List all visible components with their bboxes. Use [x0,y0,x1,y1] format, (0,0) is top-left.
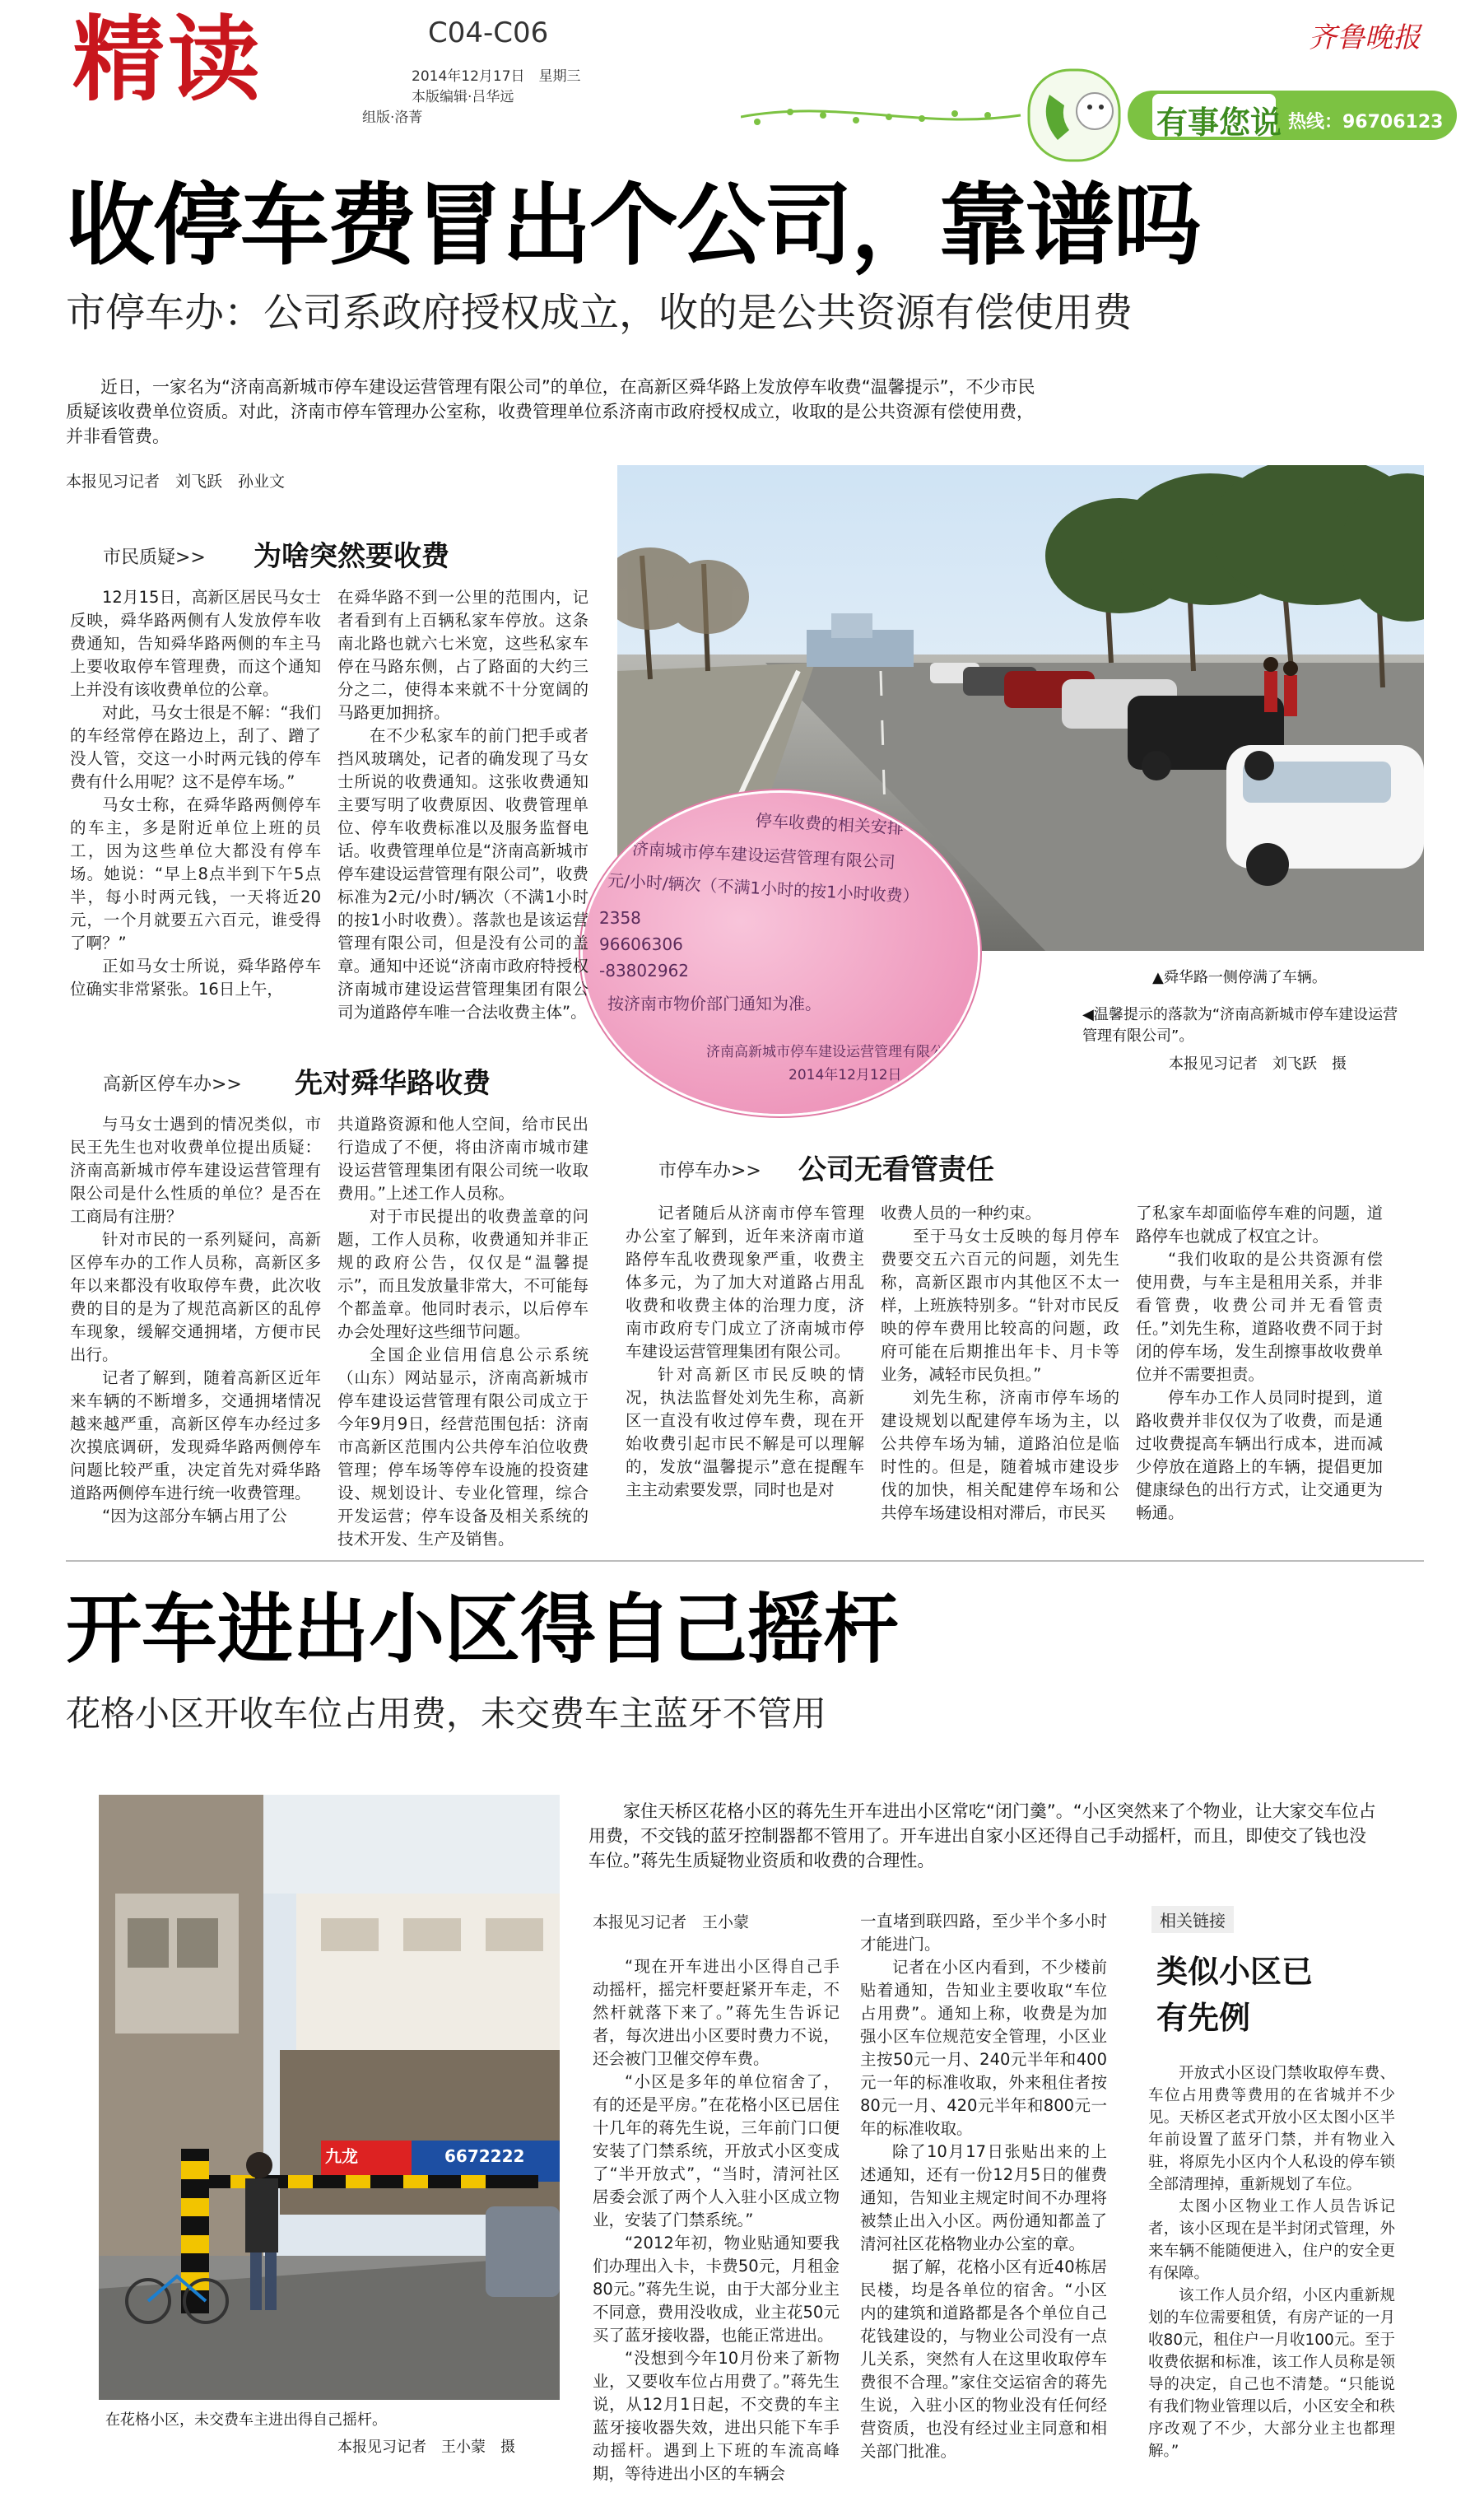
paragraph: 除了10月17日张贴出来的上述通知，还有一份12月5日的催费通知，告知业主规定时间不办理将被禁止出入小区。两份通知都盖了清河社区花格物业办公室的章。 [860,2142,1107,2253]
article2-caption-credit: 本报见习记者 王小蒙 摄 [337,2439,515,2456]
section1-title: 为啥突然要收费 [254,540,449,573]
notice-line: 济南城市停车建设运营管理有限公司 [631,838,896,873]
notice-line: 2358 [599,908,641,928]
notice-line: 2014年12月12日 [789,1067,902,1083]
section3-label: 市停车办>> [658,1161,761,1181]
notice-line: -83802962 [599,961,690,981]
section2-col2 [337,1113,588,1551]
paragraph: “因为这部分车辆占用了公 [102,1507,287,1526]
paragraph: 记者随后从济南市停车管理办公室了解到，近年来济南市道路停车乱收费现象严重，收费主体多元，为了加大对道路占用乱收费和收费主体的治理力度，济南市政府专门成立了济南城市停车建设运营管理集团有限公司。 [626,1204,864,1361]
page-range: C04-C06 [428,16,549,49]
newspaper-logo: 齐鲁晚报 [1309,21,1421,54]
paragraph: 全国企业信用信息公示系统（山东）网站显示，济南高新城市停车建设运营管理有限公司成立于今年9月9日，经营范围包括：济南市高新区范围内公共停车泊位收费管理；停车场等停车设施的投资建设、规划设计、专业化管理，综合开发运营；停车设备及相关系统的技术开发、生产及销售。 [337,1345,588,1549]
article2-col1 [593,1955,840,2485]
paragraph: 在不少私家车的前门把手或者挡风玻璃处，记者的确发现了马女士所说的收费通知。这张收费通知主要写明了收费原因、收费管理单位、停车收费标准以及服务监督电话。收费管理单位是“济南高新城市停车建设运营管理有限公司”，收费标准为2元/小时/辆次（不满1小时的按1小时收费）。落款也是该运营管理有限公司，但是没有公司的盖章。通知中还说“济南市政府特授权济南城市建设运营管理集团有限公司为道路停车唯一合法收费主体”。 [337,726,588,1022]
paragraph: 太图小区物业工作人员告诉记者，该小区现在是半封闭式管理，外来车辆不能随便进入，住户的安全更有保障。 [1148,2198,1395,2282]
paragraph: 对此，马女士很是不解：“我们的车经常停在路边上，刮了、蹭了没人管，交这一小时两元钱的停车费有什么用呢？这不是停车场。” [70,703,321,791]
paragraph: 该工作人员介绍，小区内重新规划的车位需要租赁，有房产证的一月收80元，租住户一月收100元。至于收费依据和标准，该工作人员称是领导的决定，自己也不清楚。“只能说有我们物业管理以后，小区安全和秩序改观了不少，大部分业主也都理解。” [1148,2287,1395,2460]
paragraph: “我们收取的是公共资源有偿使用费，与车主是租用关系，并非看管费，收费公司并无看管责任。”刘先生称，道路收费不同于封闭的停车场，发生刮擦事故收费单位并不需要担责。 [1136,1250,1383,1384]
section-title: 精读 [72,6,263,114]
paragraph: 对于市民提出的收费盖章的问题，工作人员称，收费通知并非正规的政府公告，仅仅是“温馨提示”，而且发放量非常大，不可能每个都盖章。他同时表示，以后停车办会处理好这些细节问题。 [337,1207,588,1341]
related-label: 相关链接 [1151,1906,1234,1933]
paragraph: 在舜华路不到一公里的范围内，记者看到有上百辆私家车停放。这条南北路也就六七米宽，这些私家车停在马路东侧，占了路面的大约三分之二，使得本来就不十分宽阔的马路更加拥挤。 [337,588,588,722]
paragraph: 一直堵到联四路，至少半个多小时才能进门。 [860,1912,1107,1954]
masthead [0,0,1484,165]
notice-line: 元/小时/辆次（不满1小时的按1小时收费） [607,870,920,906]
article2-subhead: 花格小区开收车位占用费，未交费车主蓝牙不管用 [66,1693,827,1734]
article1-caption-notice: ◀温馨提示的落款为“济南高新城市停车建设运营管理有限公司”。 [1082,1006,1398,1045]
article2-headline: 开车进出小区得自己摇杆 [66,1586,900,1674]
article1-headline: 收停车费冒出个公司，靠谱吗 [66,175,1201,277]
article1-byline: 本报见习记者 刘飞跃 孙业文 [66,473,286,491]
article1-lead-text: 近日，一家名为“济南高新城市停车建设运营管理有限公司”的单位，在高新区舜华路上发放停车收费“温馨提示”，不少市民质疑该收费单位资质。对此，济南市停车管理办公室称，收费管理单位系济南市政府授权成立，收取的是公共资源有偿使用费，并非看管费。 [66,377,1035,446]
paragraph: 正如马女士所说，舜华路停车位确实非常紧张。16日上午， [70,957,321,999]
paragraph: 针对高新区市民反映的情况，执法监督处刘先生称，高新区一直没有收过停车费，现在开始收费引起市民不解是可以理解的，发放“温馨提示”意在提醒车主主动索要发票，同时也是对 [626,1365,864,1499]
hotline-number: 热线：96706123 [1288,112,1444,133]
article1-caption-street: ▲舜华路一侧停满了车辆。 [1152,969,1327,986]
paragraph: 12月15日，高新区居民马女士反映，舜华路两侧有人发放停车收费通知，告知舜华路两侧的车主马上要收取停车管理费，而这个通知上并没有该收费单位的公章。 [70,588,321,699]
notice-line: 停车收费的相关安排 [755,810,905,838]
article-divider [66,1560,1424,1562]
paragraph: “没想到今年10月份来了新物业，又要收车位占用费了。”蒋先生说，从12月1日起，不交费的车主蓝牙接收器失效，进出只能下车手动摇杆。遇到上下班的车流高峰期，等待进出小区的车辆会 [593,2349,840,2483]
layout-credit: 组版·洛菁 [362,109,423,126]
section1-col2 [337,586,588,1024]
paragraph: “现在开车进出小区得自己手动摇杆，摇完杆要赶紧开车走，不然杆就落下来了。”蒋先生告诉记者，每次进出小区要时费力不说，还会被门卫催交停车费。 [593,1957,840,2068]
paragraph: 马女士称，在舜华路两侧停车的车主，多是附近单位上班的员工，因为这些单位大都没有停车场。她说：“早上8点半到下午5点半，每小时两元钱，一天将近20元，一个月就要五六百元，谁受得了啊？” [70,795,321,953]
photo-shop-phone: 6672222 [444,2146,525,2166]
article2-lead-text: 家住天桥区花格小区的蒋先生开车进出小区常吃“闭门羹”。“小区突然来了个物业，让大家交车位占用费，不交钱的蓝牙控制器都不管用了。开车进出自家小区还得自己手动摇杆，而且，即使交了钱也没车位。”蒋先生质疑物业资质和收费的合理性。 [588,1801,1376,1870]
notice-line: 按济南市物价部门通知为准。 [607,994,821,1013]
paragraph: 共道路资源和他人空间，给市民出行造成了不便，将由济南市城市建设运营管理集团有限公司统一收取费用。”上述工作人员称。 [337,1115,588,1203]
section3-title: 公司无看管责任 [798,1153,994,1186]
section3-col3 [1136,1202,1383,1525]
paragraph: 与马女士遇到的情况类似，市民王先生也对收费单位提出质疑：济南高新城市停车建设运营管理有限公司是什么性质的单位？是否在工商局有注册？ [70,1115,321,1226]
article2-col2 [860,1910,1107,2463]
section3-col1 [626,1202,864,1502]
section2-col1 [70,1113,321,1528]
paragraph: 刘先生称，济南市停车场的建设规划以配建停车场为主，以公共停车场为辅，道路泊位是临时性的。但是，随着城市建设步伐的加快，相关配建停车场和公共停车场建设相对滞后，市民买 [881,1388,1119,1522]
notice-line: 96606306 [599,934,683,954]
article2-byline: 本报见习记者 王小蒙 [593,1913,750,1931]
notice-line: 济南高新城市停车建设运营管理有限公司 [706,1044,958,1060]
paragraph: 了私家车却面临停车难的问题，道路停车也就成了权宜之计。 [1136,1204,1383,1246]
article1-lead [66,375,1045,449]
section2-title: 先对舜华路收费 [295,1067,491,1100]
section3-col2 [881,1202,1119,1525]
parking-notice-closeup [580,790,980,1116]
editor-credit: 本版编辑·吕华远 [412,89,514,105]
paragraph: 开放式小区设门禁收取停车费、车位占用费等费用的在省城并不少见。天桥区老式开放小区太图小区半年前设置了蓝牙门禁，并有物业入驻，将原先小区内个人私设的停车锁全部清理掉，重新规划了车位。 [1148,2065,1395,2193]
paragraph: 记者了解到，随着高新区近年来车辆的不断增多，交通拥堵情况越来越严重，高新区停车办经过多次摸底调研，发现舜华路两侧停车问题比较严重，决定首先对舜华路道路两侧停车进行统一收费管理。 [70,1368,321,1502]
paragraph: 停车办工作人员同时提到，道路收费并非仅仅为了收费，而是通过收费提高车辆出行成本，进而减少停放在道路上的车辆，提倡更加健康绿色的出行方式，让交通更为畅通。 [1136,1388,1383,1522]
paragraph: “小区是多年的单位宿舍了，有的还是平房。”在花格小区已居住十几年的蒋先生说，三年前门口便安装了门禁系统，开放式小区变成了“半开放式”，“当时，清河社区居委会派了两个人入驻小区成立物业，安装了门禁系统。” [593,2072,840,2229]
issue-date: 2014年12月17日 星期三 [412,68,581,85]
section1-col1 [70,586,321,1001]
paragraph: “2012年初，物业贴通知要我们办理出入卡，卡费50元，月租金80元。”蒋先生说，由于大部分业主不同意，费用没收成，业主花50元买了蓝牙接收器，也能正常进出。 [593,2234,840,2345]
photo-shop-sign: 九龙 [325,2146,358,2166]
hotline-title: 有事您说 [1156,105,1282,141]
article2-lead [588,1799,1383,1873]
related-box [1148,1906,1395,2466]
article2-caption: 在花格小区，未交费车主进出得自己摇杆。 [105,2411,387,2429]
article2-gate-photo [99,1795,560,2400]
paragraph: 记者在小区内看到，不少楼前贴着通知，告知业主要收取“车位占用费”。通知上称，收费是为加强小区车位规范安全管理，小区业主按50元一月、240元半年和400元一年的标准收取，外来租住者按80元一月、420元半年和800元一年的标准收取。 [860,1958,1107,2138]
paragraph: 据了解，花格小区有近40栋居民楼，均是各单位的宿舍。“小区内的建筑和道路都是各个单位自己花钱建设的，与物业公司没有一点儿关系，突然有人在这里收取停车费很不合理。”家住交运宿舍的蒋先生说，入驻小区的物业没有任何经营资质，也没有经过业主同意和相关部门批准。 [860,2257,1107,2461]
paragraph: 收费人员的一种约束。 [881,1204,1042,1223]
article1-caption-credit: 本报见习记者 刘飞跃 摄 [1169,1055,1347,1073]
article1-subhead: 市停车办：公司系政府授权成立，收的是公共资源有偿使用费 [66,290,1133,336]
related-text [1148,2062,1395,2462]
section1-label: 市民质疑>> [103,547,206,568]
section2-label: 高新区停车办>> [103,1074,242,1095]
paragraph: 至于马女士反映的每月停车费要交五六百元的问题，刘先生称，高新区跟市内其他区不太一样，上班族特别多。“针对市民反映的停车费用比较高的问题，政府可能在后期推出年卡、月卡等业务，减轻市民负担。” [881,1227,1119,1384]
paragraph: 针对市民的一系列疑问，高新区停车办的工作人员称，高新区多年以来都没有收取停车费，此次收费的目的是为了规范高新区的乱停车现象，缓解交通拥堵，方便市民出行。 [70,1230,321,1364]
related-title: 类似小区已有先例 [1156,1954,1314,2036]
